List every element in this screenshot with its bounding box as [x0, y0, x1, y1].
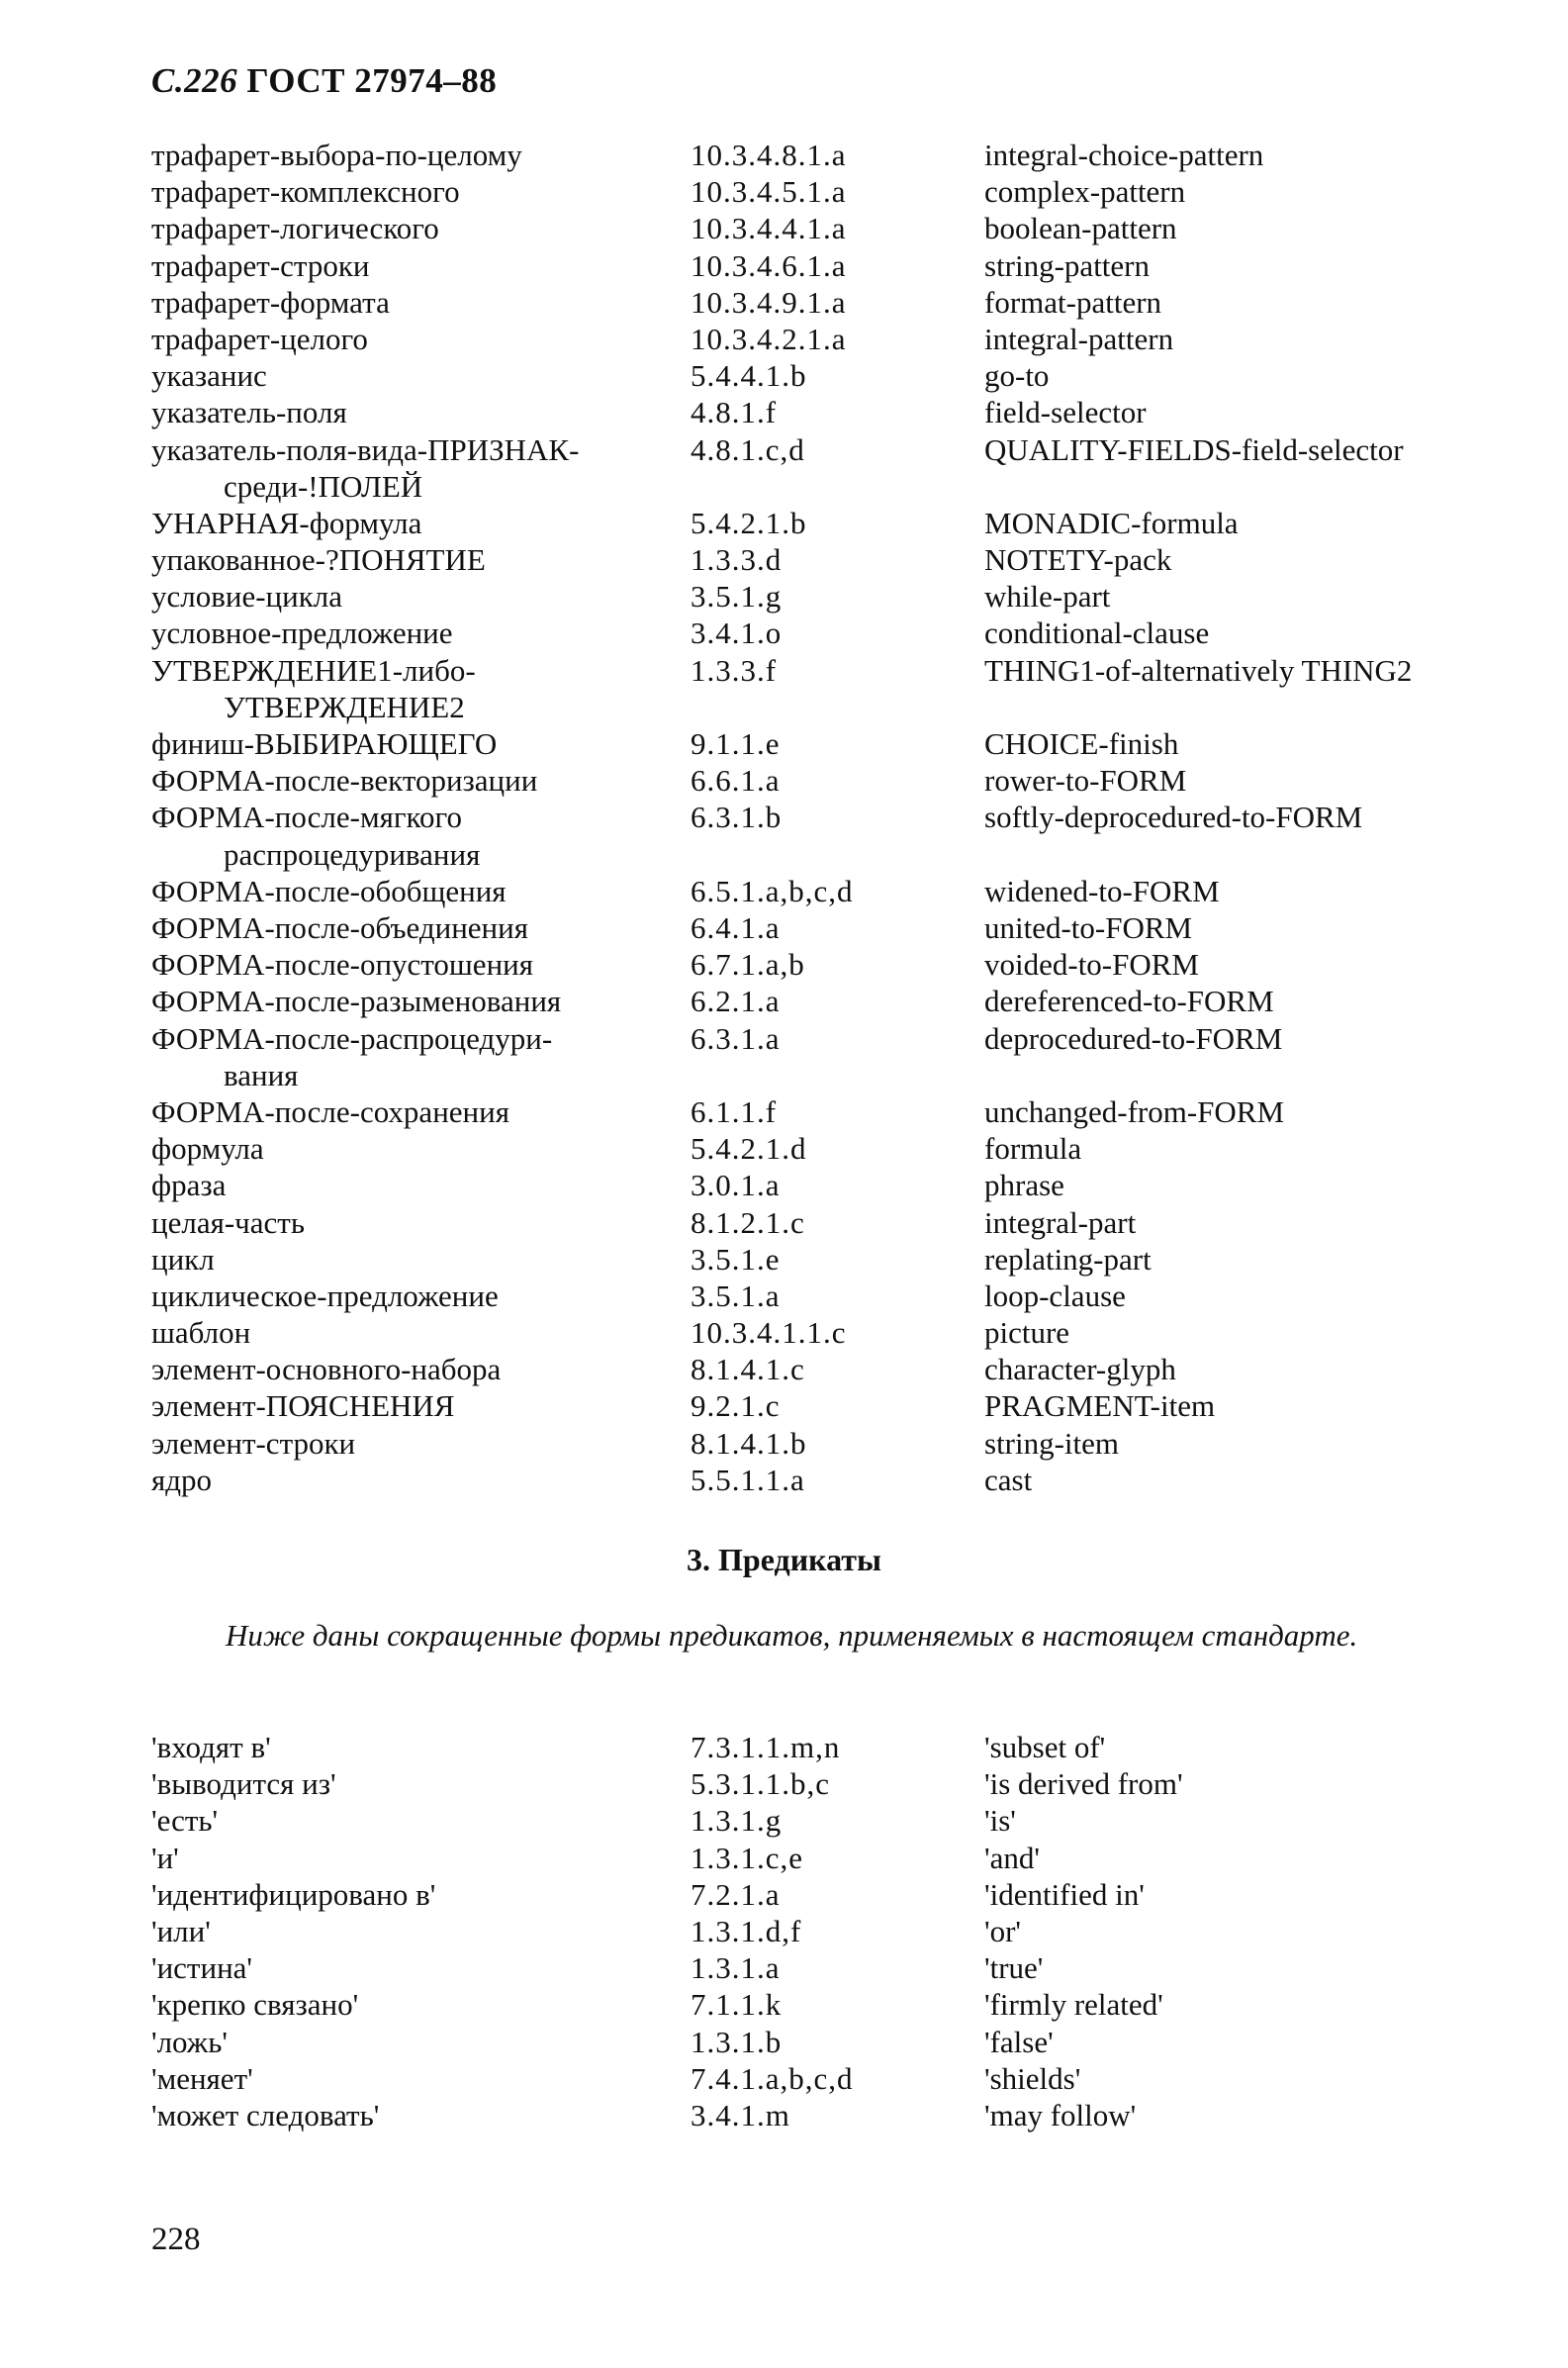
term-reference: 1.3.1.b [691, 2024, 783, 2059]
term-reference: 3.4.1.o [691, 616, 783, 651]
term-english: string-item [984, 1425, 1120, 1461]
term-reference: 3.5.1.e [691, 1241, 781, 1277]
table-row [151, 1876, 1477, 1913]
term-english: 'and' [984, 1840, 1040, 1875]
term-russian [151, 2060, 253, 2097]
section-intro: Ниже даны сокращенные формы предикатов, применяемых в настоящем стандарте. [226, 1618, 1358, 1653]
term-reference: 6.2.1.a [691, 984, 781, 1019]
term-reference: 6.7.1.a,b [691, 947, 805, 983]
table-row [151, 1729, 1477, 1765]
term-russian-line: трафарет-комплексного [151, 174, 460, 210]
table-row [151, 1278, 1477, 1314]
term-russian [151, 321, 368, 357]
term-english: while-part [984, 579, 1111, 615]
term-reference: 6.1.1.f [691, 1093, 778, 1129]
table-row [151, 431, 1477, 505]
term-russian-line: финиш-ВЫБИРАЮЩЕГО [151, 726, 498, 762]
term-russian-continuation: УТВЕРЖДЕНИЕ2 [224, 689, 465, 724]
term-russian [151, 799, 480, 872]
table-row [151, 946, 1477, 983]
term-english: 'false' [984, 2024, 1054, 2059]
term-russian [151, 1020, 552, 1093]
term-english: conditional-clause [984, 616, 1210, 651]
term-russian-line: трафарет-выбора-по-целому [151, 138, 522, 172]
term-english: rower-to-FORM [984, 763, 1187, 799]
table-row [151, 983, 1477, 1019]
term-russian [151, 394, 347, 430]
table-row [151, 2097, 1477, 2133]
term-reference: 1.3.3.f [691, 652, 778, 688]
term-russian-line: ФОРМА-после-мягкого [151, 800, 462, 835]
term-reference: 9.2.1.c [691, 1388, 781, 1424]
term-reference: 3.4.1.m [691, 2097, 790, 2132]
table-row [151, 873, 1477, 909]
table-row [151, 541, 1477, 578]
term-russian-continuation: распроцедуривания [224, 836, 481, 872]
term-english: cast [984, 1462, 1033, 1497]
term-english: go-to [984, 358, 1050, 394]
term-english: picture [984, 1315, 1070, 1351]
term-russian [151, 1387, 455, 1424]
term-english: boolean-pattern [984, 211, 1177, 246]
term-russian [151, 1913, 211, 1949]
table-row [151, 725, 1477, 762]
term-reference: 7.3.1.1.m,n [691, 1730, 841, 1764]
term-russian [151, 1093, 509, 1130]
term-english: integral-pattern [984, 321, 1174, 356]
table-row [151, 762, 1477, 799]
term-english: PRAGMENT-item [984, 1388, 1216, 1424]
term-russian-continuation: вания [224, 1057, 299, 1092]
term-russian [151, 505, 421, 541]
term-reference: 1.3.1.d,f [691, 1913, 802, 1948]
term-reference: 3.0.1.a [691, 1168, 781, 1203]
term-russian-line: 'или' [151, 1913, 211, 1948]
term-russian [151, 173, 460, 210]
term-reference: 1.3.1.g [691, 1803, 783, 1839]
term-russian [151, 1986, 358, 2023]
term-russian [151, 431, 579, 505]
term-reference: 6.3.1.a [691, 1020, 781, 1056]
term-russian-line: ФОРМА-после-разыменования [151, 984, 562, 1019]
term-russian-line: 'истина' [151, 1950, 253, 1986]
term-russian-line: указатель-поля-вида-ПРИЗНАК- [151, 431, 580, 467]
table-row [151, 1387, 1477, 1424]
table-row [151, 2024, 1477, 2060]
table-row [151, 1986, 1477, 2023]
term-reference: 10.3.4.9.1.a [691, 284, 847, 320]
table-row [151, 394, 1477, 430]
term-english: QUALITY-FIELDS-field-selector [984, 431, 1404, 467]
term-english: widened-to-FORM [984, 873, 1220, 908]
table-row [151, 247, 1477, 284]
term-russian [151, 1840, 179, 1876]
table-row [151, 357, 1477, 394]
term-reference: 5.4.2.1.d [691, 1131, 807, 1167]
term-russian-line: указатель-поля [151, 395, 347, 430]
term-russian-line: трафарет-логического [151, 211, 439, 246]
term-russian-line: условное-предложение [151, 616, 453, 651]
term-russian [151, 210, 439, 246]
term-russian-line: 'может следовать' [151, 2097, 380, 2132]
term-russian [151, 1802, 218, 1839]
term-english: unchanged-from-FORM [984, 1093, 1285, 1129]
term-reference: 5.4.2.1.b [691, 505, 807, 540]
term-russian [151, 652, 476, 725]
term-reference: 10.3.4.8.1.a [691, 138, 847, 172]
term-english: THING1-of-alternatively THING2 [984, 652, 1413, 688]
term-russian-line: фраза [151, 1168, 227, 1203]
table-row [151, 1949, 1477, 1986]
term-russian [151, 1425, 355, 1462]
term-english: 'may follow' [984, 2097, 1137, 2132]
term-russian-line: 'идентифицировано в' [151, 1876, 436, 1912]
term-russian-continuation: среди-!ПОЛЕЙ [224, 468, 423, 504]
term-russian-line: трафарет-формата [151, 284, 390, 320]
term-reference: 9.1.1.e [691, 726, 781, 762]
term-russian-line: целая-часть [151, 1204, 305, 1240]
term-english: 'shields' [984, 2060, 1081, 2096]
term-english: complex-pattern [984, 174, 1186, 210]
term-reference: 6.5.1.a,b,c,d [691, 873, 854, 908]
term-russian-line: УНАРНАЯ-формула [151, 505, 422, 540]
table-row [151, 578, 1477, 615]
term-russian-line: 'меняет' [151, 2060, 253, 2096]
term-english: MONADIC-formula [984, 505, 1239, 540]
term-russian-line: трафарет-строки [151, 247, 370, 283]
term-english: loop-clause [984, 1278, 1126, 1313]
term-english: 'is derived from' [984, 1766, 1183, 1802]
term-russian-line: 'есть' [151, 1803, 219, 1839]
table-row [151, 321, 1477, 357]
header-standard: ГОСТ 27974–88 [246, 61, 498, 100]
term-russian [151, 725, 497, 762]
term-reference: 4.8.1.c,d [691, 431, 805, 467]
table-row [151, 799, 1477, 872]
table-row [151, 1840, 1477, 1876]
term-reference: 8.1.2.1.c [691, 1204, 805, 1240]
term-reference: 10.3.4.6.1.a [691, 247, 847, 283]
term-reference: 7.4.1.a,b,c,d [691, 2060, 854, 2096]
term-reference: 1.3.1.a [691, 1950, 781, 1986]
term-russian-line: ФОРМА-после-обобщения [151, 873, 507, 908]
term-russian-line: элемент-строки [151, 1425, 356, 1461]
terms-table [151, 137, 1477, 1498]
term-russian [151, 1167, 226, 1203]
term-russian-line: 'и' [151, 1840, 179, 1875]
table-row [151, 1462, 1477, 1498]
table-row [151, 505, 1477, 541]
term-russian-line: ФОРМА-после-сохранения [151, 1093, 509, 1129]
term-english: field-selector [984, 395, 1147, 430]
term-russian [151, 1204, 305, 1241]
term-english: NOTETY-pack [984, 542, 1172, 578]
table-row [151, 173, 1477, 210]
term-english: 'firmly related' [984, 1987, 1163, 2023]
term-russian-line: циклическое-предложение [151, 1278, 499, 1313]
term-reference: 7.1.1.k [691, 1987, 783, 2023]
term-reference: 6.3.1.b [691, 800, 783, 835]
term-russian [151, 357, 267, 394]
term-russian [151, 615, 453, 651]
table-row [151, 1765, 1477, 1802]
term-russian [151, 578, 342, 615]
term-russian [151, 1949, 252, 1986]
table-row [151, 210, 1477, 246]
term-english: 'subset of' [984, 1730, 1106, 1764]
table-row [151, 909, 1477, 946]
term-russian [151, 2024, 228, 2060]
term-russian [151, 137, 522, 173]
table-row [151, 1093, 1477, 1130]
table-row [151, 1802, 1477, 1839]
term-russian [151, 1130, 264, 1167]
term-english: voided-to-FORM [984, 947, 1199, 983]
term-english: format-pattern [984, 284, 1162, 320]
predicates-table [151, 1729, 1477, 2133]
table-row [151, 615, 1477, 651]
term-english: 'true' [984, 1950, 1044, 1986]
term-russian [151, 1314, 250, 1351]
term-reference: 1.3.3.d [691, 542, 783, 578]
table-row [151, 1130, 1477, 1167]
term-reference: 1.3.1.c,e [691, 1840, 804, 1875]
term-russian [151, 1729, 271, 1765]
term-russian-line: ФОРМА-после-векторизации [151, 763, 538, 799]
table-row [151, 1913, 1477, 1949]
term-russian [151, 983, 561, 1019]
term-russian-line: ФОРМА-после-опустошения [151, 947, 534, 983]
term-russian-line: элемент-основного-набора [151, 1352, 502, 1387]
header-page-ref: С.226 [151, 61, 238, 100]
term-russian [151, 762, 537, 799]
term-russian [151, 1876, 435, 1913]
term-reference: 5.4.4.1.b [691, 358, 807, 394]
term-reference: 10.3.4.4.1.a [691, 211, 847, 246]
term-reference: 4.8.1.f [691, 395, 778, 430]
term-reference: 10.3.4.5.1.a [691, 174, 847, 210]
term-reference: 7.2.1.a [691, 1876, 781, 1912]
term-russian [151, 2097, 379, 2133]
term-english: deprocedured-to-FORM [984, 1020, 1283, 1056]
term-russian [151, 873, 507, 909]
table-row [151, 1241, 1477, 1278]
term-english: united-to-FORM [984, 909, 1193, 945]
term-reference: 10.3.4.2.1.a [691, 321, 847, 356]
table-row [151, 1020, 1477, 1093]
term-russian-line: 'входят в' [151, 1730, 271, 1764]
term-english: character-glyph [984, 1352, 1176, 1387]
term-reference: 6.4.1.a [691, 909, 781, 945]
term-english: formula [984, 1131, 1082, 1167]
page-header [151, 61, 497, 101]
term-russian-line: элемент-ПОЯСНЕНИЯ [151, 1388, 455, 1424]
term-russian [151, 1351, 501, 1387]
term-russian [151, 1241, 215, 1278]
term-reference: 3.5.1.a [691, 1278, 781, 1313]
term-reference: 10.3.4.1.1.c [691, 1315, 847, 1351]
term-russian-line: шаблон [151, 1315, 251, 1351]
term-russian-line: ФОРМА-после-объединения [151, 909, 528, 945]
term-russian-line: 'крепко связано' [151, 1987, 359, 2023]
table-row [151, 652, 1477, 725]
table-row [151, 1314, 1477, 1351]
table-row [151, 137, 1477, 173]
table-row [151, 1204, 1477, 1241]
table-row [151, 1167, 1477, 1203]
term-russian-line: упакованное-?ПОНЯТИЕ [151, 542, 486, 578]
term-russian-line: 'ложь' [151, 2024, 228, 2059]
term-english: 'identified in' [984, 1876, 1145, 1912]
term-reference: 5.3.1.1.b,c [691, 1766, 831, 1802]
term-russian [151, 909, 528, 946]
term-russian-line: указанис [151, 358, 267, 394]
table-row [151, 1351, 1477, 1387]
term-russian-line: цикл [151, 1241, 215, 1277]
term-russian-line: 'выводится из' [151, 1766, 336, 1802]
term-reference: 5.5.1.1.a [691, 1462, 805, 1497]
term-russian-line: УТВЕРЖДЕНИЕ1-либо- [151, 652, 476, 688]
term-english: integral-choice-pattern [984, 138, 1264, 172]
term-russian [151, 1765, 336, 1802]
term-russian [151, 1278, 499, 1314]
section-title: 3. Предикаты [687, 1542, 881, 1577]
term-russian-line: ядро [151, 1462, 213, 1497]
term-russian [151, 284, 390, 321]
table-row [151, 284, 1477, 321]
term-english: softly-deprocedured-to-FORM [984, 800, 1363, 835]
term-russian [151, 1462, 212, 1498]
term-english: 'or' [984, 1913, 1021, 1948]
term-english: CHOICE-finish [984, 726, 1179, 762]
term-reference: 3.5.1.g [691, 579, 783, 615]
term-russian [151, 541, 486, 578]
term-russian-line: ФОРМА-после-распроцедури- [151, 1020, 553, 1056]
term-english: integral-part [984, 1204, 1137, 1240]
term-russian [151, 946, 533, 983]
term-reference: 6.6.1.a [691, 763, 781, 799]
table-row [151, 1425, 1477, 1462]
term-english: string-pattern [984, 247, 1151, 283]
term-russian-line: формула [151, 1131, 264, 1167]
page-number: 228 [151, 2222, 201, 2257]
term-reference: 8.1.4.1.b [691, 1425, 807, 1461]
term-reference: 8.1.4.1.c [691, 1352, 805, 1387]
table-row [151, 2060, 1477, 2097]
term-english: phrase [984, 1168, 1064, 1203]
term-english: 'is' [984, 1803, 1016, 1839]
term-russian-line: условие-цикла [151, 579, 343, 615]
term-russian [151, 247, 370, 284]
term-english: dereferenced-to-FORM [984, 984, 1274, 1019]
term-russian-line: трафарет-целого [151, 321, 368, 356]
term-english: replating-part [984, 1241, 1152, 1277]
